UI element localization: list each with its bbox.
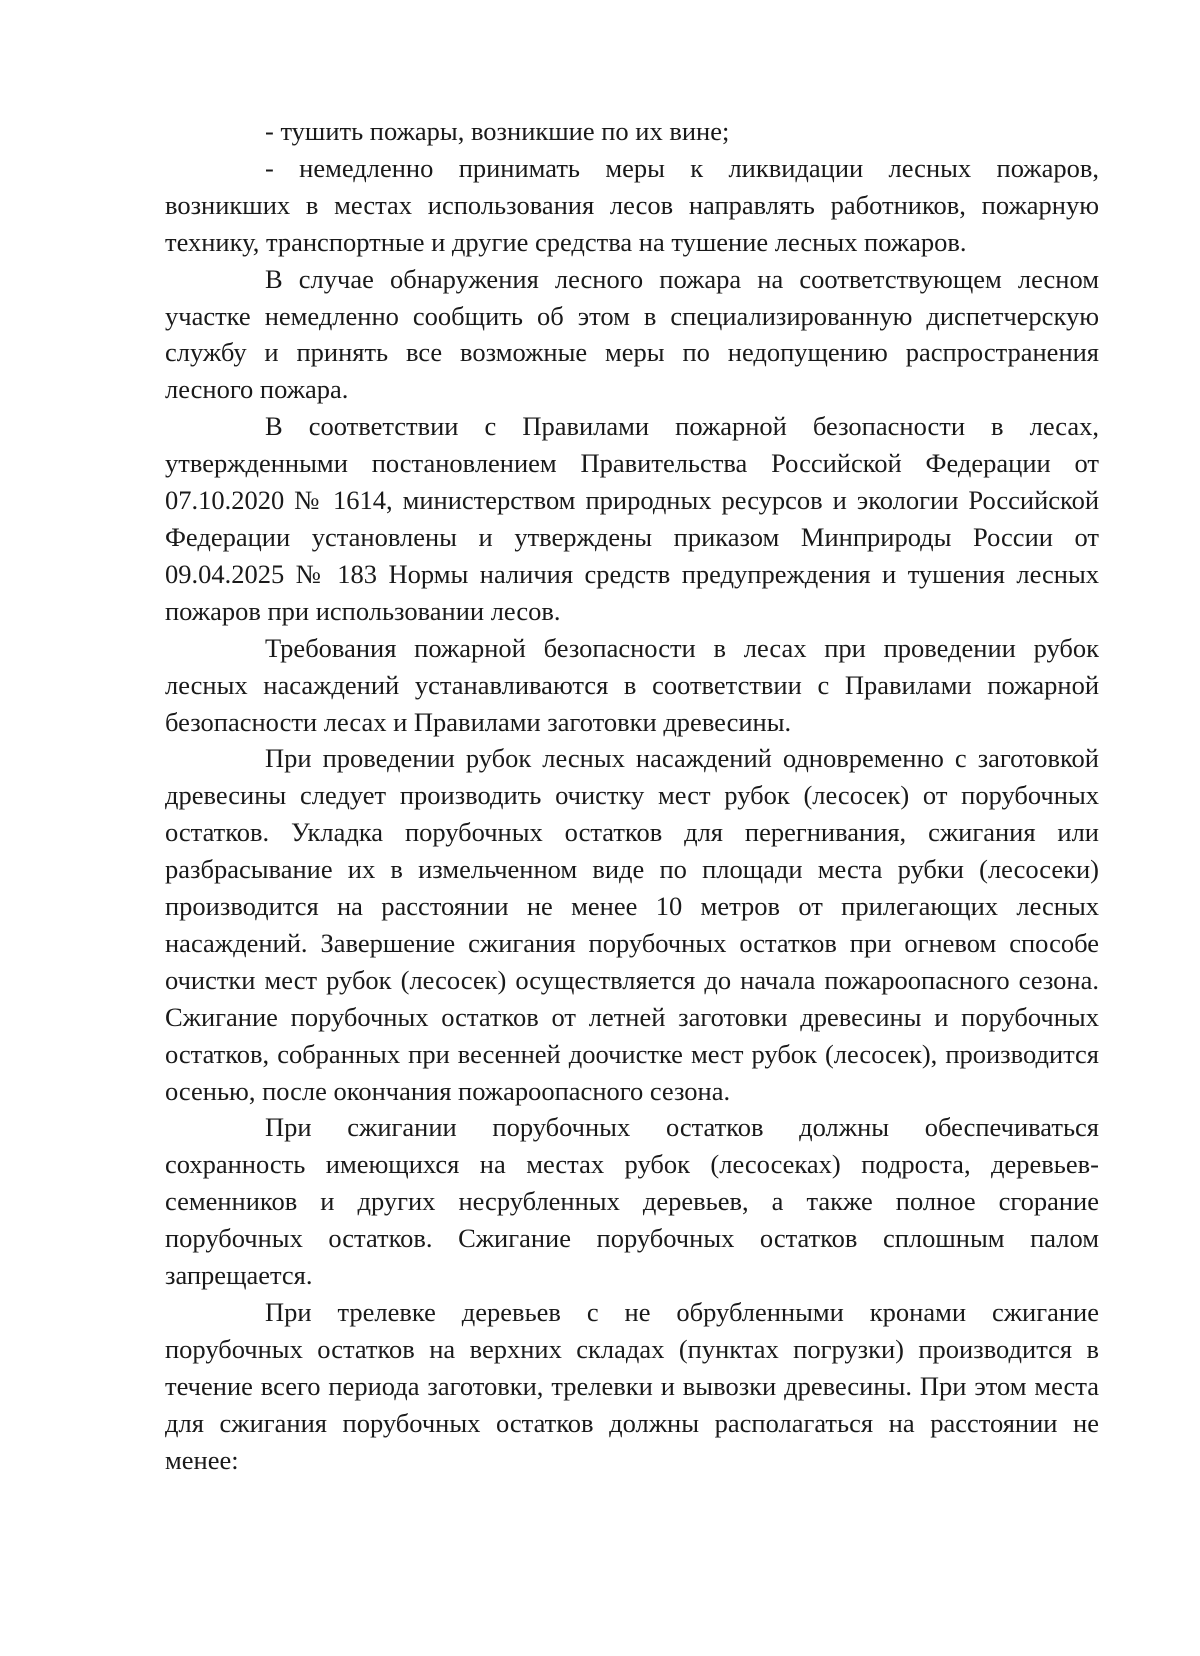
paragraph-immediate-measures: - немедленно принимать меры к ликвидации лесных пожаров, возникших в местах использования лесов направлять работников, пожарную технику, транспортные и другие средства на тушение лесных пожаров. [165,152,1099,257]
document-body [165,113,1099,1479]
paragraph-extinguish-fires: - тушить пожары, возникшие по их вине; [265,116,730,146]
paragraph-fire-detection: В случае обнаружения лесного пожара на соответствующем лесном участке немедленно сообщить об этом в специализированную диспетчерскую службу и принять все возможные меры по недопущению распространения лесного пожара. [165,263,1099,405]
paragraph-logging-requirements: Требования пожарной безопасности в лесах при проведении рубок лесных насаждений устанавливаются в соответствии с Правилами пожарной безопасности лесах и Правилами заготовки древесины. [165,632,1099,737]
paragraph-fire-safety-rules: В соответствии с Правилами пожарной безопасности в лесах, утвержденными постановлением Правительства Российской Федерации от 07.10.2020 № 1614, министерством природных ресурсов и экологии Российской Федерации установлены и утверждены приказом Минприроды России от 09.04.2025 № 183 Нормы наличия средств предупреждения и тушения лесных пожаров при использовании лесов. [165,411,1099,626]
paragraph-skidding-trees: При трелевке деревьев с не обрубленными кронами сжигание порубочных остатков на верхних складах (пунктах погрузки) производится в течение всего периода заготовки, трелевки и вывозки древесины. При этом места для сжигания порубочных остатков должны располагаться на расстоянии не менее: [165,1297,1099,1475]
paragraph-cleanup-of-residues: При проведении рубок лесных насаждений одновременно с заготовкой древесины следует производить очистку мест рубок (лесосек) от порубочных остатков. Укладка порубочных остатков для перегнивания, сжигания или разбрасывание их в измельченном виде по площади места рубки (лесосеки) производится на расстоянии не менее 10 метров от прилегающих лесных насаждений. Завершение сжигания порубочных остатков при огневом способе очистки мест рубок (лесосек) осуществляется до начала пожароопасного сезона. Сжигание порубочных остатков от летней заготовки древесины и порубочных остатков, собранных при весенней доочистке мест рубок (лесосек), производится осенью, после окончания пожароопасного сезона. [165,743,1099,1106]
paragraph-burning-residues: При сжигании порубочных остатков должны обеспечиваться сохранность имеющихся на местах рубок (лесосеках) подроста, деревьев-семенников и других несрубленных деревьев, а также полное сгорание порубочных остатков. Сжигание порубочных остатков сплошным палом запрещается. [165,1112,1099,1291]
